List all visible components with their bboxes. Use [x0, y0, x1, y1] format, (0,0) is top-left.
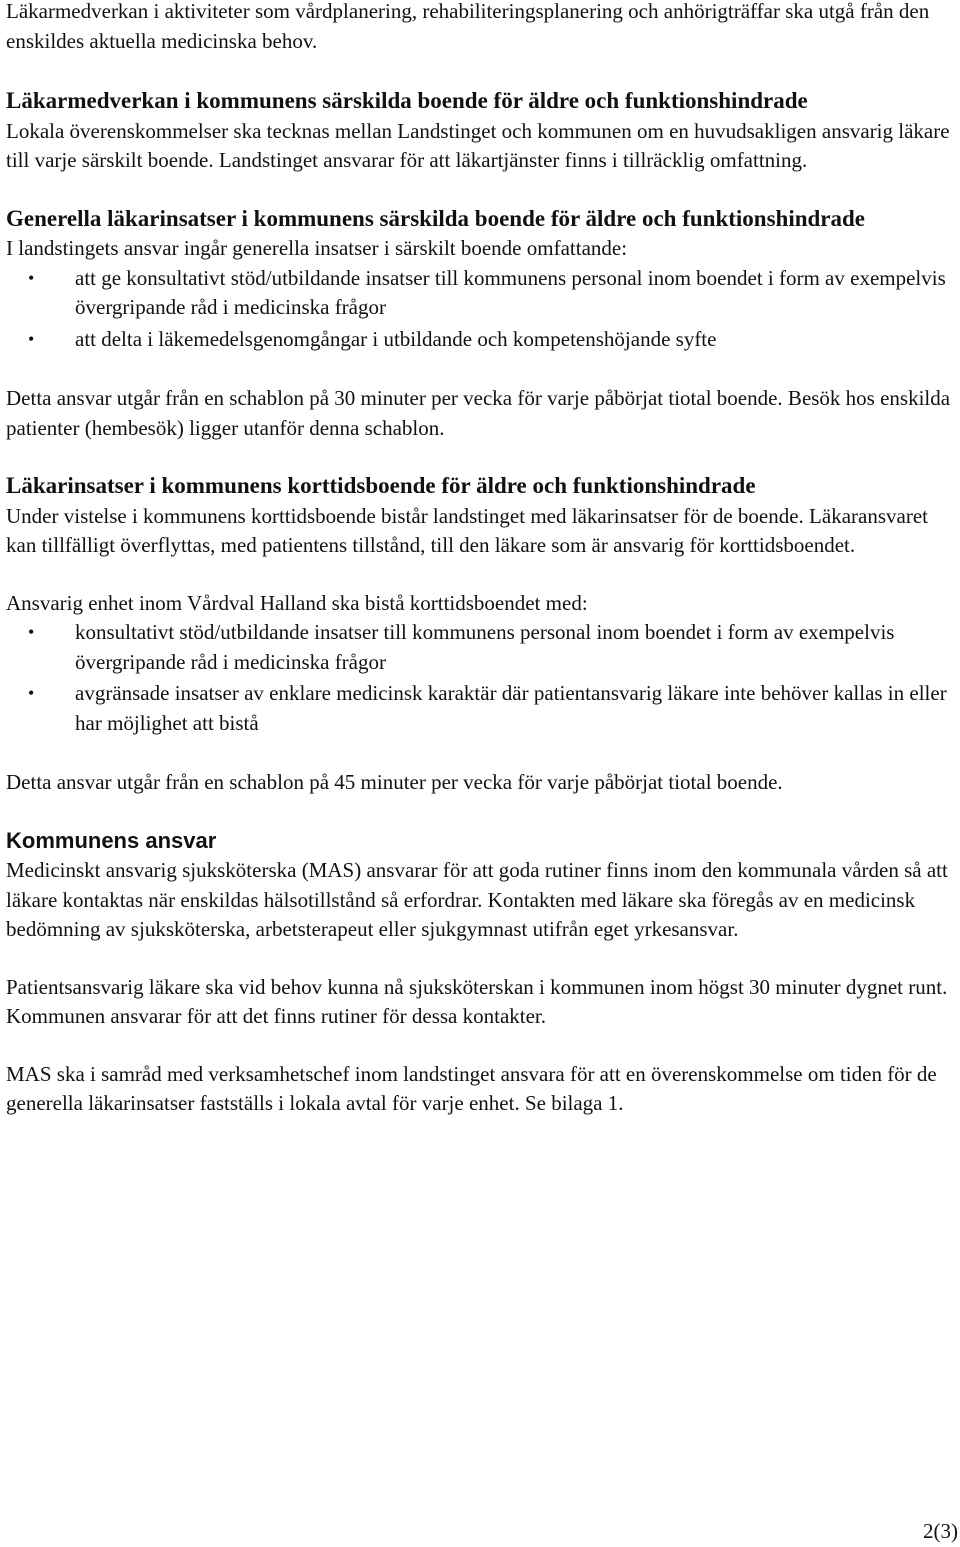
section-heading-generella: Generella läkarinsatser i kommunens särskilda boende för äldre och funktionshindrade — [6, 205, 865, 231]
bullet-icon: • — [28, 683, 35, 703]
bullet-list-korttidsboende — [6, 618, 960, 738]
list-item — [6, 264, 960, 323]
list-item-text: att ge konsultativt stöd/utbildande insatser till kommunens personal inom boendet i form av exempelvis övergripande råd i medicinska frågor — [75, 265, 946, 319]
spacer — [6, 56, 960, 86]
section-closing-generella: Detta ansvar utgår från en schablon på 30 minuter per vecka för varje påbörjat tiotal boende. Besök hos enskilda patienter (hembesök) ligger utanför denna schablon. — [6, 386, 951, 440]
list-item-text: konsultativt stöd/utbildande insatser till kommunens personal inom boendet i form av exempelvis övergripande råd i medicinska frågor — [75, 620, 895, 674]
section-intro-generella: I landstingets ansvar ingår generella insatser i särskilt boende omfattande: — [6, 236, 628, 260]
list-item — [6, 618, 960, 677]
section-heading-kommunens-ansvar: Kommunens ansvar — [6, 827, 217, 853]
bullet-icon: • — [28, 622, 35, 642]
list-item-text: att delta i läkemedelsgenomgångar i utbildande och kompetenshöjande syfte — [75, 326, 717, 351]
spacer — [6, 740, 960, 768]
spacer — [6, 176, 960, 204]
spacer — [6, 798, 960, 826]
spacer — [6, 356, 960, 384]
section-paragraph: Medicinskt ansvarig sjuksköterska (MAS) ansvarar för att goda rutiner finns inom den kommunala vården så att läkare kontaktas när enskildas hälsotillstånd så erfordrar. Kontakten med läkare ska föregås av en medicinsk bedömning av sjuksköterska, arbetsterapeut eller sjukgymnast utifrån eget yrkesansvar. — [6, 858, 948, 941]
intro-paragraph: Läkarmedverkan i aktiviteter som vårdplanering, rehabiliteringsplanering och anhörigträffar ska utgå från den enskildes aktuella medicinska behov. — [6, 0, 930, 53]
list-item-text: avgränsade insatser av enklare medicinsk karaktär där patientansvarig läkare inte behöver kallas in eller har möjlighet att bistå — [75, 681, 947, 735]
bullet-icon: • — [28, 328, 35, 349]
spacer — [6, 1032, 960, 1060]
document-page — [6, 0, 960, 1119]
list-item — [6, 325, 960, 355]
list-item — [6, 679, 960, 738]
bullet-icon: • — [28, 267, 35, 288]
section-closing-korttidsboende: Detta ansvar utgår från en schablon på 45 minuter per vecka för varje påbörjat tiotal boende. — [6, 770, 783, 794]
spacer — [6, 945, 960, 973]
spacer — [6, 561, 960, 589]
section-paragraph: MAS ska i samråd med verksamhetschef inom landstinget ansvara för att en överenskommelse om tiden för de generella läkarinsatser fastställs i lokala avtal för varje enhet. Se bilaga 1. — [6, 1061, 937, 1115]
section-heading-lakarmedverkan: Läkarmedverkan i kommunens särskilda boende för äldre och funktionshindrade — [6, 88, 808, 113]
section-heading-korttidsboende: Läkarinsatser i kommunens korttidsboende för äldre och funktionshindrade — [6, 473, 756, 498]
bullet-list-generella — [6, 264, 960, 355]
section-intro-korttidsboende: Ansvarig enhet inom Vårdval Halland ska bistå korttidsboendet med: — [6, 590, 588, 615]
section-paragraph: Patientsansvarig läkare ska vid behov kunna nå sjuksköterskan i kommunen inom högst 30 minuter dygnet runt. Kommunen ansvarar för att det finns rutiner för dessa kontakter. — [6, 974, 948, 1028]
section-body-lakarmedverkan: Lokala överenskommelser ska tecknas mellan Landstinget och kommunen om en huvudsakligen ansvarig läkare till varje särskilt boende. Landstinget ansvarar för att läkartjänster finns i tillräcklig omfattning. — [6, 118, 950, 172]
section-body-korttidsboende: Under vistelse i kommunens korttidsboende bistår landstinget med läkarinsatser för de boende. Läkaransvaret kan tillfälligt överflyttas, med patientens tillstånd, till den läkare som är ansvarig för korttidsboendet. — [6, 503, 928, 557]
page-number: 2(3) — [923, 1519, 958, 1543]
spacer — [6, 443, 960, 471]
